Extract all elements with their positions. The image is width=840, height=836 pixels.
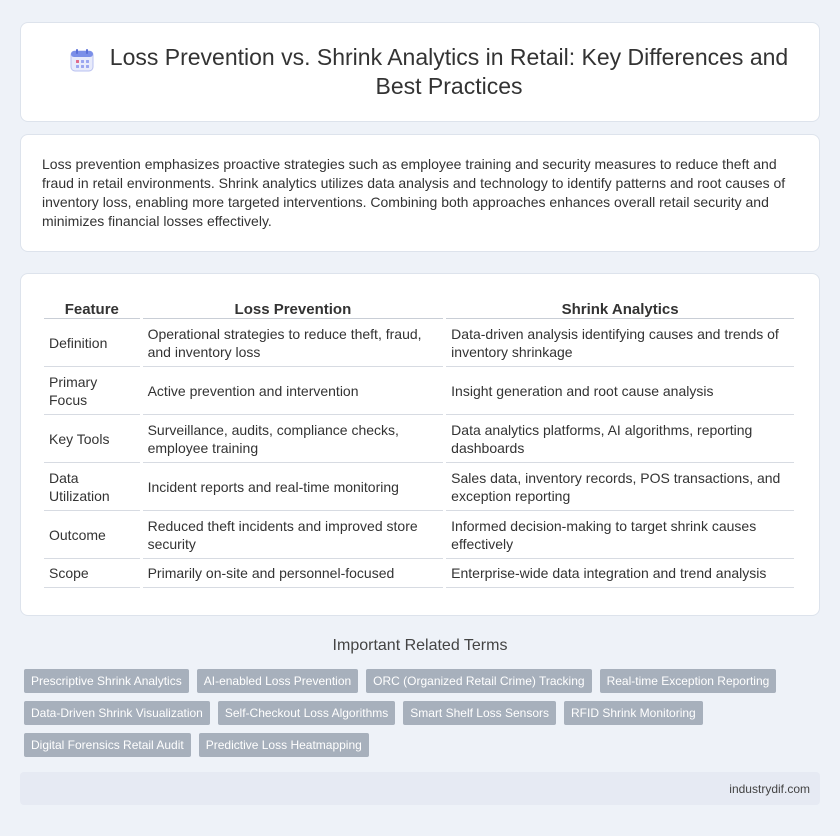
table-cell-feature: Data Utilization bbox=[44, 463, 140, 511]
table-cell-loss-prevention: Operational strategies to reduce theft, fraud, and inventory loss bbox=[143, 319, 444, 367]
related-term-tag[interactable]: ORC (Organized Retail Crime) Tracking bbox=[366, 669, 591, 693]
tag-row bbox=[24, 701, 824, 725]
table-cell-loss-prevention: Active prevention and intervention bbox=[143, 367, 444, 415]
column-header-shrink-analytics: Shrink Analytics bbox=[446, 294, 794, 319]
page-title: Loss Prevention vs. Shrink Analytics in Retail: Key Differences and Best Practices bbox=[109, 44, 789, 99]
table-cell-shrink-analytics: Enterprise-wide data integration and trend analysis bbox=[446, 559, 794, 588]
table-header-row bbox=[44, 294, 794, 319]
table-row bbox=[44, 367, 794, 415]
comparison-table bbox=[41, 294, 797, 588]
table-row bbox=[44, 415, 794, 463]
table-cell-loss-prevention: Primarily on-site and personnel-focused bbox=[143, 559, 444, 588]
intro-paragraph: Loss prevention emphasizes proactive strategies such as employee training and security measures to reduce theft and fraud in retail environments. Shrink analytics utilizes data analysis and technology to identify patterns and root causes of inventory loss, enabling more targeted interventions. Combining both approaches enhances overall retail security and minimizes financial losses effectively. bbox=[42, 156, 786, 229]
table-cell-feature: Key Tools bbox=[44, 415, 140, 463]
related-term-tag[interactable]: Digital Forensics Retail Audit bbox=[24, 733, 191, 757]
table-row bbox=[44, 511, 794, 559]
related-term-tag[interactable]: Predictive Loss Heatmapping bbox=[199, 733, 369, 757]
table-cell-feature: Primary Focus bbox=[44, 367, 140, 415]
related-terms-list bbox=[24, 669, 824, 765]
table-row bbox=[44, 319, 794, 367]
table-cell-loss-prevention: Incident reports and real-time monitoring bbox=[143, 463, 444, 511]
table-row bbox=[44, 559, 794, 588]
intro-card bbox=[20, 134, 820, 252]
header-card bbox=[20, 22, 820, 122]
comparison-table-card bbox=[20, 273, 820, 616]
tag-row bbox=[24, 733, 824, 757]
table-cell-shrink-analytics: Informed decision-making to target shrink causes effectively bbox=[446, 511, 794, 559]
table-cell-loss-prevention: Reduced theft incidents and improved store security bbox=[143, 511, 444, 559]
table-cell-shrink-analytics: Data-driven analysis identifying causes and trends of inventory shrinkage bbox=[446, 319, 794, 367]
related-term-tag[interactable]: Prescriptive Shrink Analytics bbox=[24, 669, 189, 693]
related-term-tag[interactable]: Self-Checkout Loss Algorithms bbox=[218, 701, 395, 725]
related-term-tag[interactable]: Real-time Exception Reporting bbox=[600, 669, 777, 693]
related-term-tag[interactable]: AI-enabled Loss Prevention bbox=[197, 669, 358, 693]
column-header-loss-prevention: Loss Prevention bbox=[143, 294, 444, 319]
table-cell-shrink-analytics: Data analytics platforms, AI algorithms, reporting dashboards bbox=[446, 415, 794, 463]
related-term-tag[interactable]: Data-Driven Shrink Visualization bbox=[24, 701, 210, 725]
footer bbox=[20, 772, 820, 805]
table-row bbox=[44, 463, 794, 511]
table-cell-loss-prevention: Surveillance, audits, compliance checks, employee training bbox=[143, 415, 444, 463]
related-terms-heading: Important Related Terms bbox=[332, 637, 508, 654]
column-header-feature: Feature bbox=[44, 294, 140, 319]
related-term-tag[interactable]: RFID Shrink Monitoring bbox=[564, 701, 703, 725]
tag-row bbox=[24, 669, 824, 693]
table-cell-shrink-analytics: Insight generation and root cause analysis bbox=[446, 367, 794, 415]
table-cell-feature: Outcome bbox=[44, 511, 140, 559]
related-term-tag[interactable]: Smart Shelf Loss Sensors bbox=[403, 701, 556, 725]
table-cell-shrink-analytics: Sales data, inventory records, POS transactions, and exception reporting bbox=[446, 463, 794, 511]
table-cell-feature: Definition bbox=[44, 319, 140, 367]
footer-site-link[interactable]: industrydif.com bbox=[729, 782, 810, 796]
table-cell-feature: Scope bbox=[44, 559, 140, 588]
